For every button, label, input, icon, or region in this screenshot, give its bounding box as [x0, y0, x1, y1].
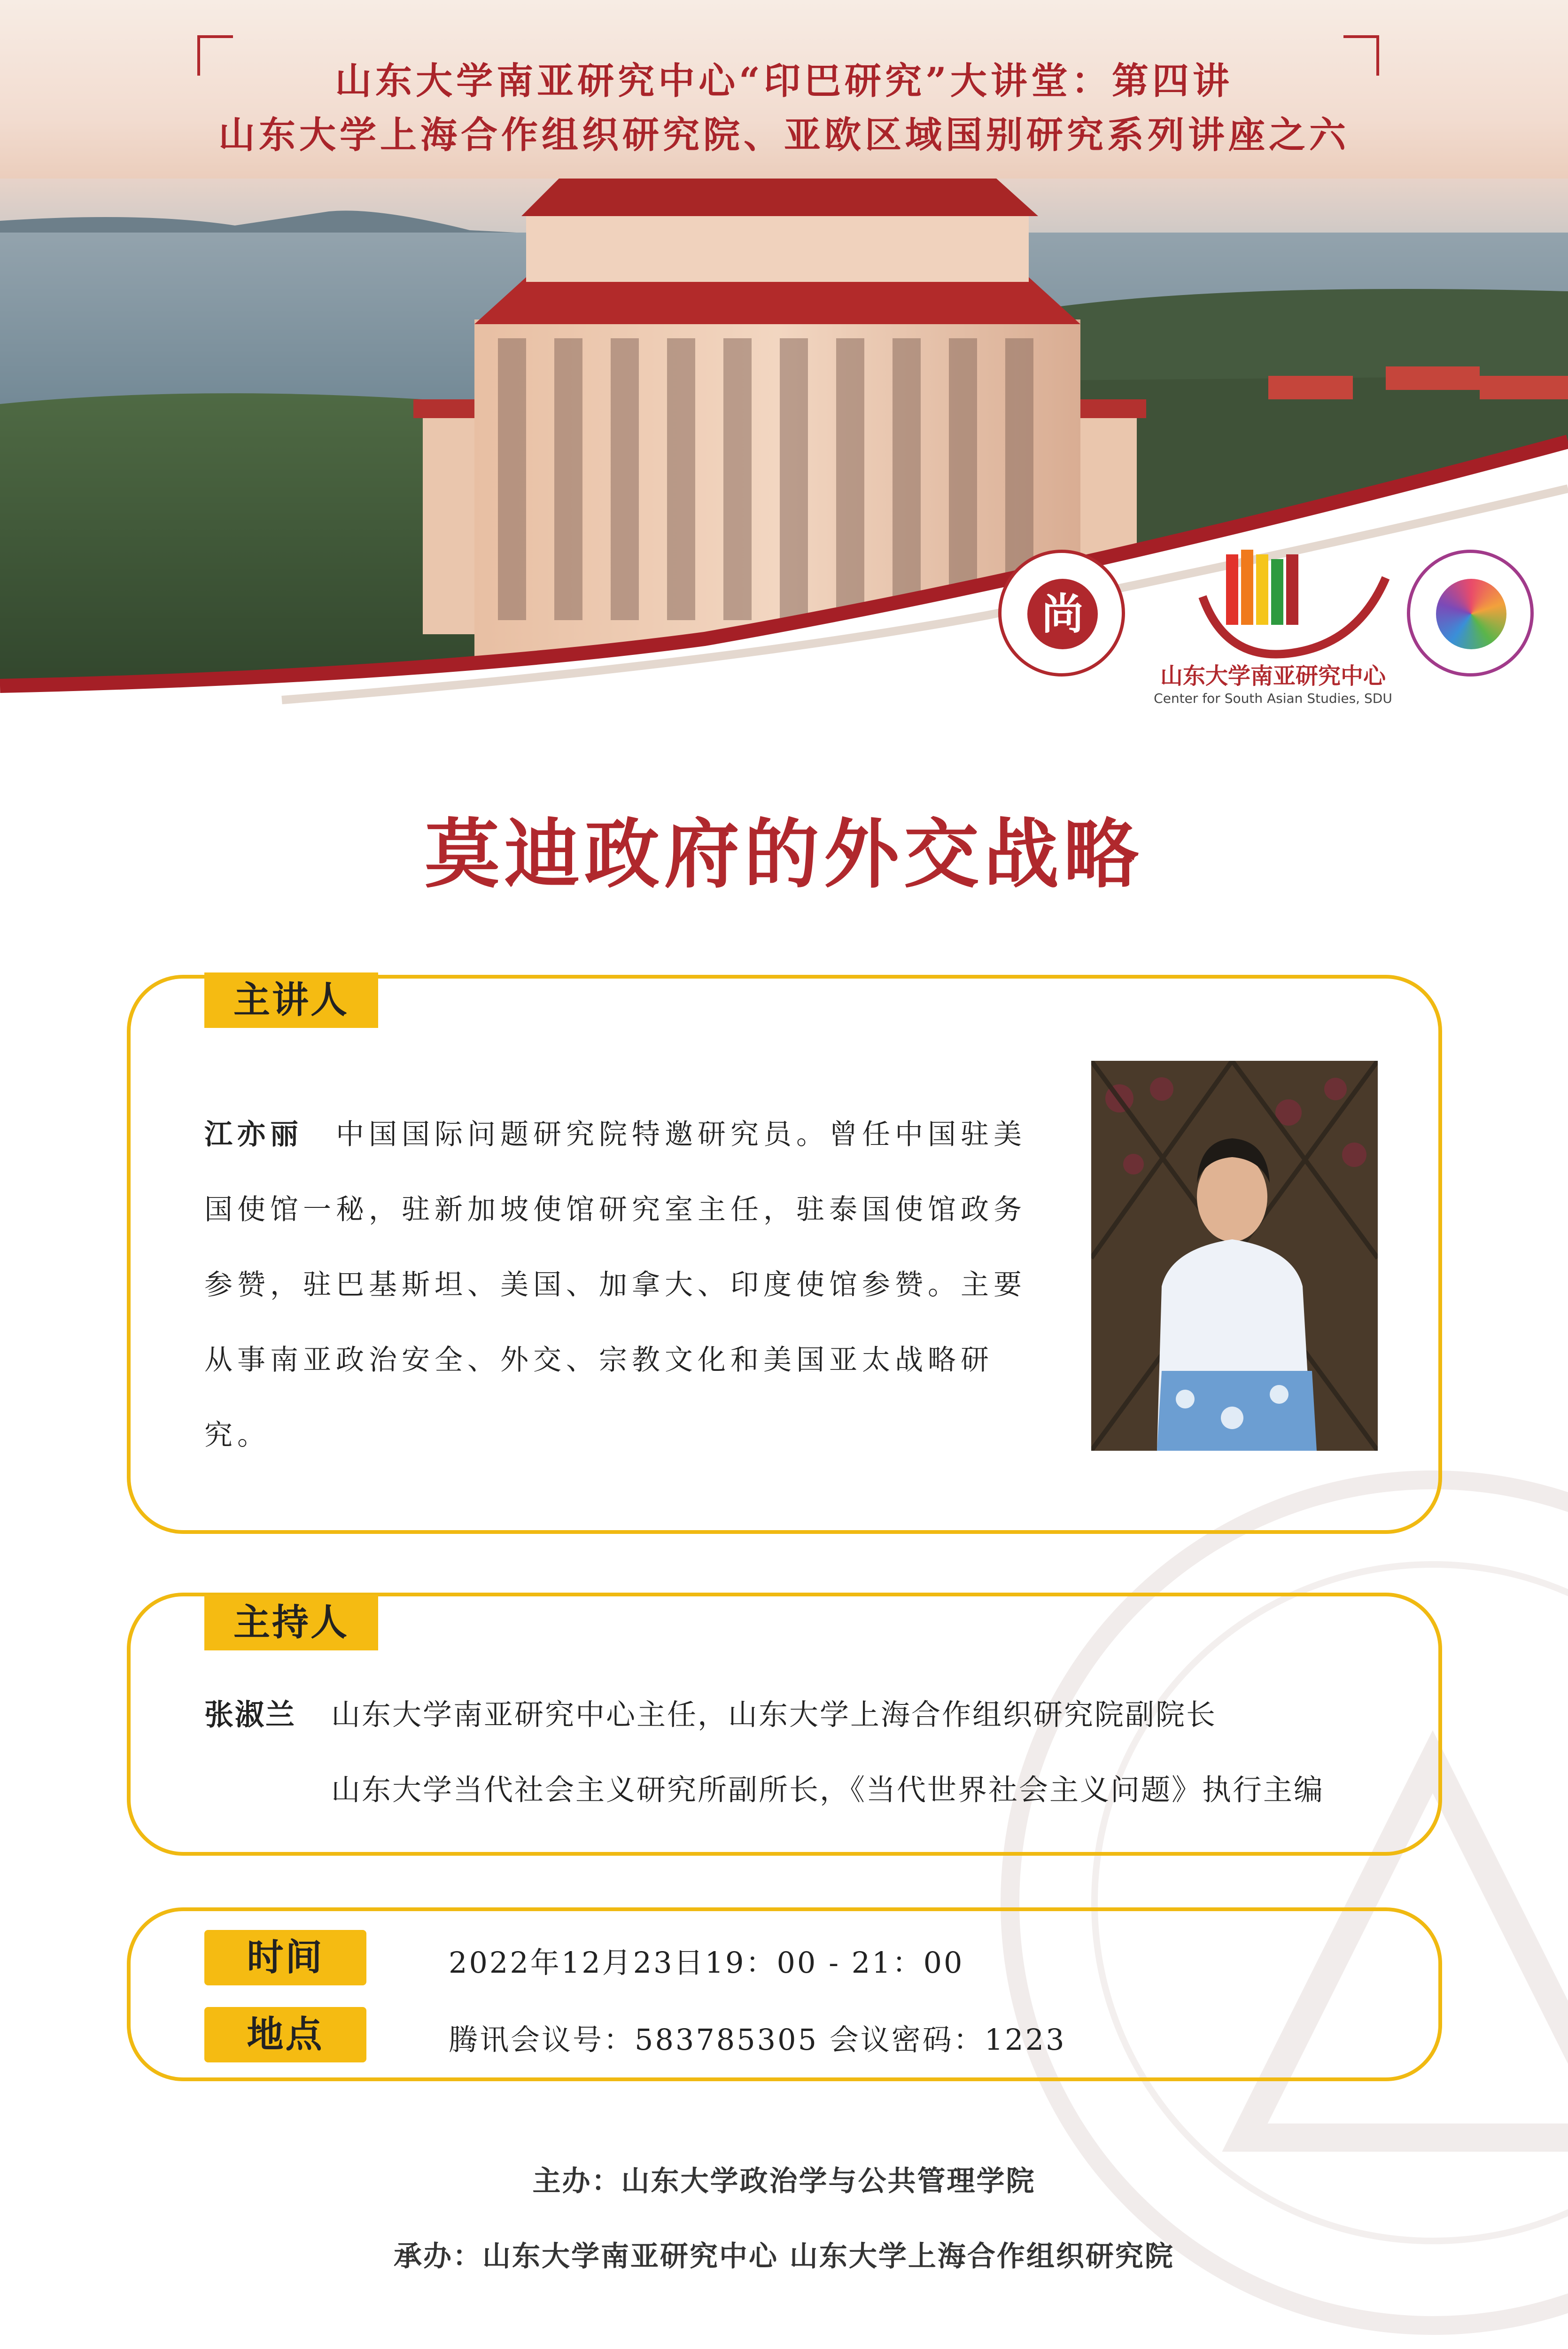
speaker-portrait	[1091, 1061, 1378, 1451]
speaker-bio-text: 中国国际问题研究院特邀研究员。曾任中国驻美国使馆一秘，驻新加坡使馆研究室主任，驻泰国使馆政务参赞，驻巴基斯坦、美国、加拿大、印度使馆参赞。主要从事南亚政治安全、外交、宗教文化和美国亚太战略研究。	[204, 1118, 1026, 1452]
organizer: 主办：山东大学政治学与公共管理学院	[532, 2165, 1036, 2198]
host-name: 张淑兰	[204, 1697, 296, 1732]
school-logo-mark: 尚	[1027, 579, 1098, 649]
seal-watermark	[963, 1433, 1568, 2349]
center-logo-name-en: Center for South Asian Studies, SDU	[1154, 691, 1392, 706]
speaker-name: 江亦丽	[204, 1118, 303, 1151]
lecture-title: 莫迪政府的外交战略	[424, 810, 1143, 898]
place-value: 腾讯会议号：583785305 会议密码：1223	[449, 2022, 1066, 2057]
speaker-tag: 主讲人	[204, 972, 378, 1028]
speaker-bio	[204, 1097, 1050, 1473]
series-title: 山东大学南亚研究中心“印巴研究”大讲堂：第四讲	[335, 60, 1233, 102]
series-subtitle: 山东大学上海合作组织研究院、亚欧区域国别研究系列讲座之六	[218, 114, 1350, 156]
school-logo	[998, 550, 1125, 677]
host-title-line1: 山东大学南亚研究中心主任，山东大学上海合作组织研究院副院长	[331, 1697, 1217, 1732]
center-logo-name: 山东大学南亚研究中心	[1160, 663, 1386, 689]
place-tag: 地点	[204, 2007, 366, 2062]
sco-institute-logo	[1407, 550, 1534, 677]
sco-institute-logo-mark	[1436, 579, 1506, 649]
host-tag: 主持人	[204, 1595, 378, 1650]
time-value: 2022年12月23日19：00 - 21：00	[449, 1945, 964, 1980]
host-title-line2: 山东大学当代社会主义研究所副所长，《当代世界社会主义问题》执行主编	[331, 1773, 1325, 1807]
undertaker: 承办：山东大学南亚研究中心 山东大学上海合作组织研究院	[394, 2240, 1174, 2273]
time-tag: 时间	[204, 1930, 366, 1985]
